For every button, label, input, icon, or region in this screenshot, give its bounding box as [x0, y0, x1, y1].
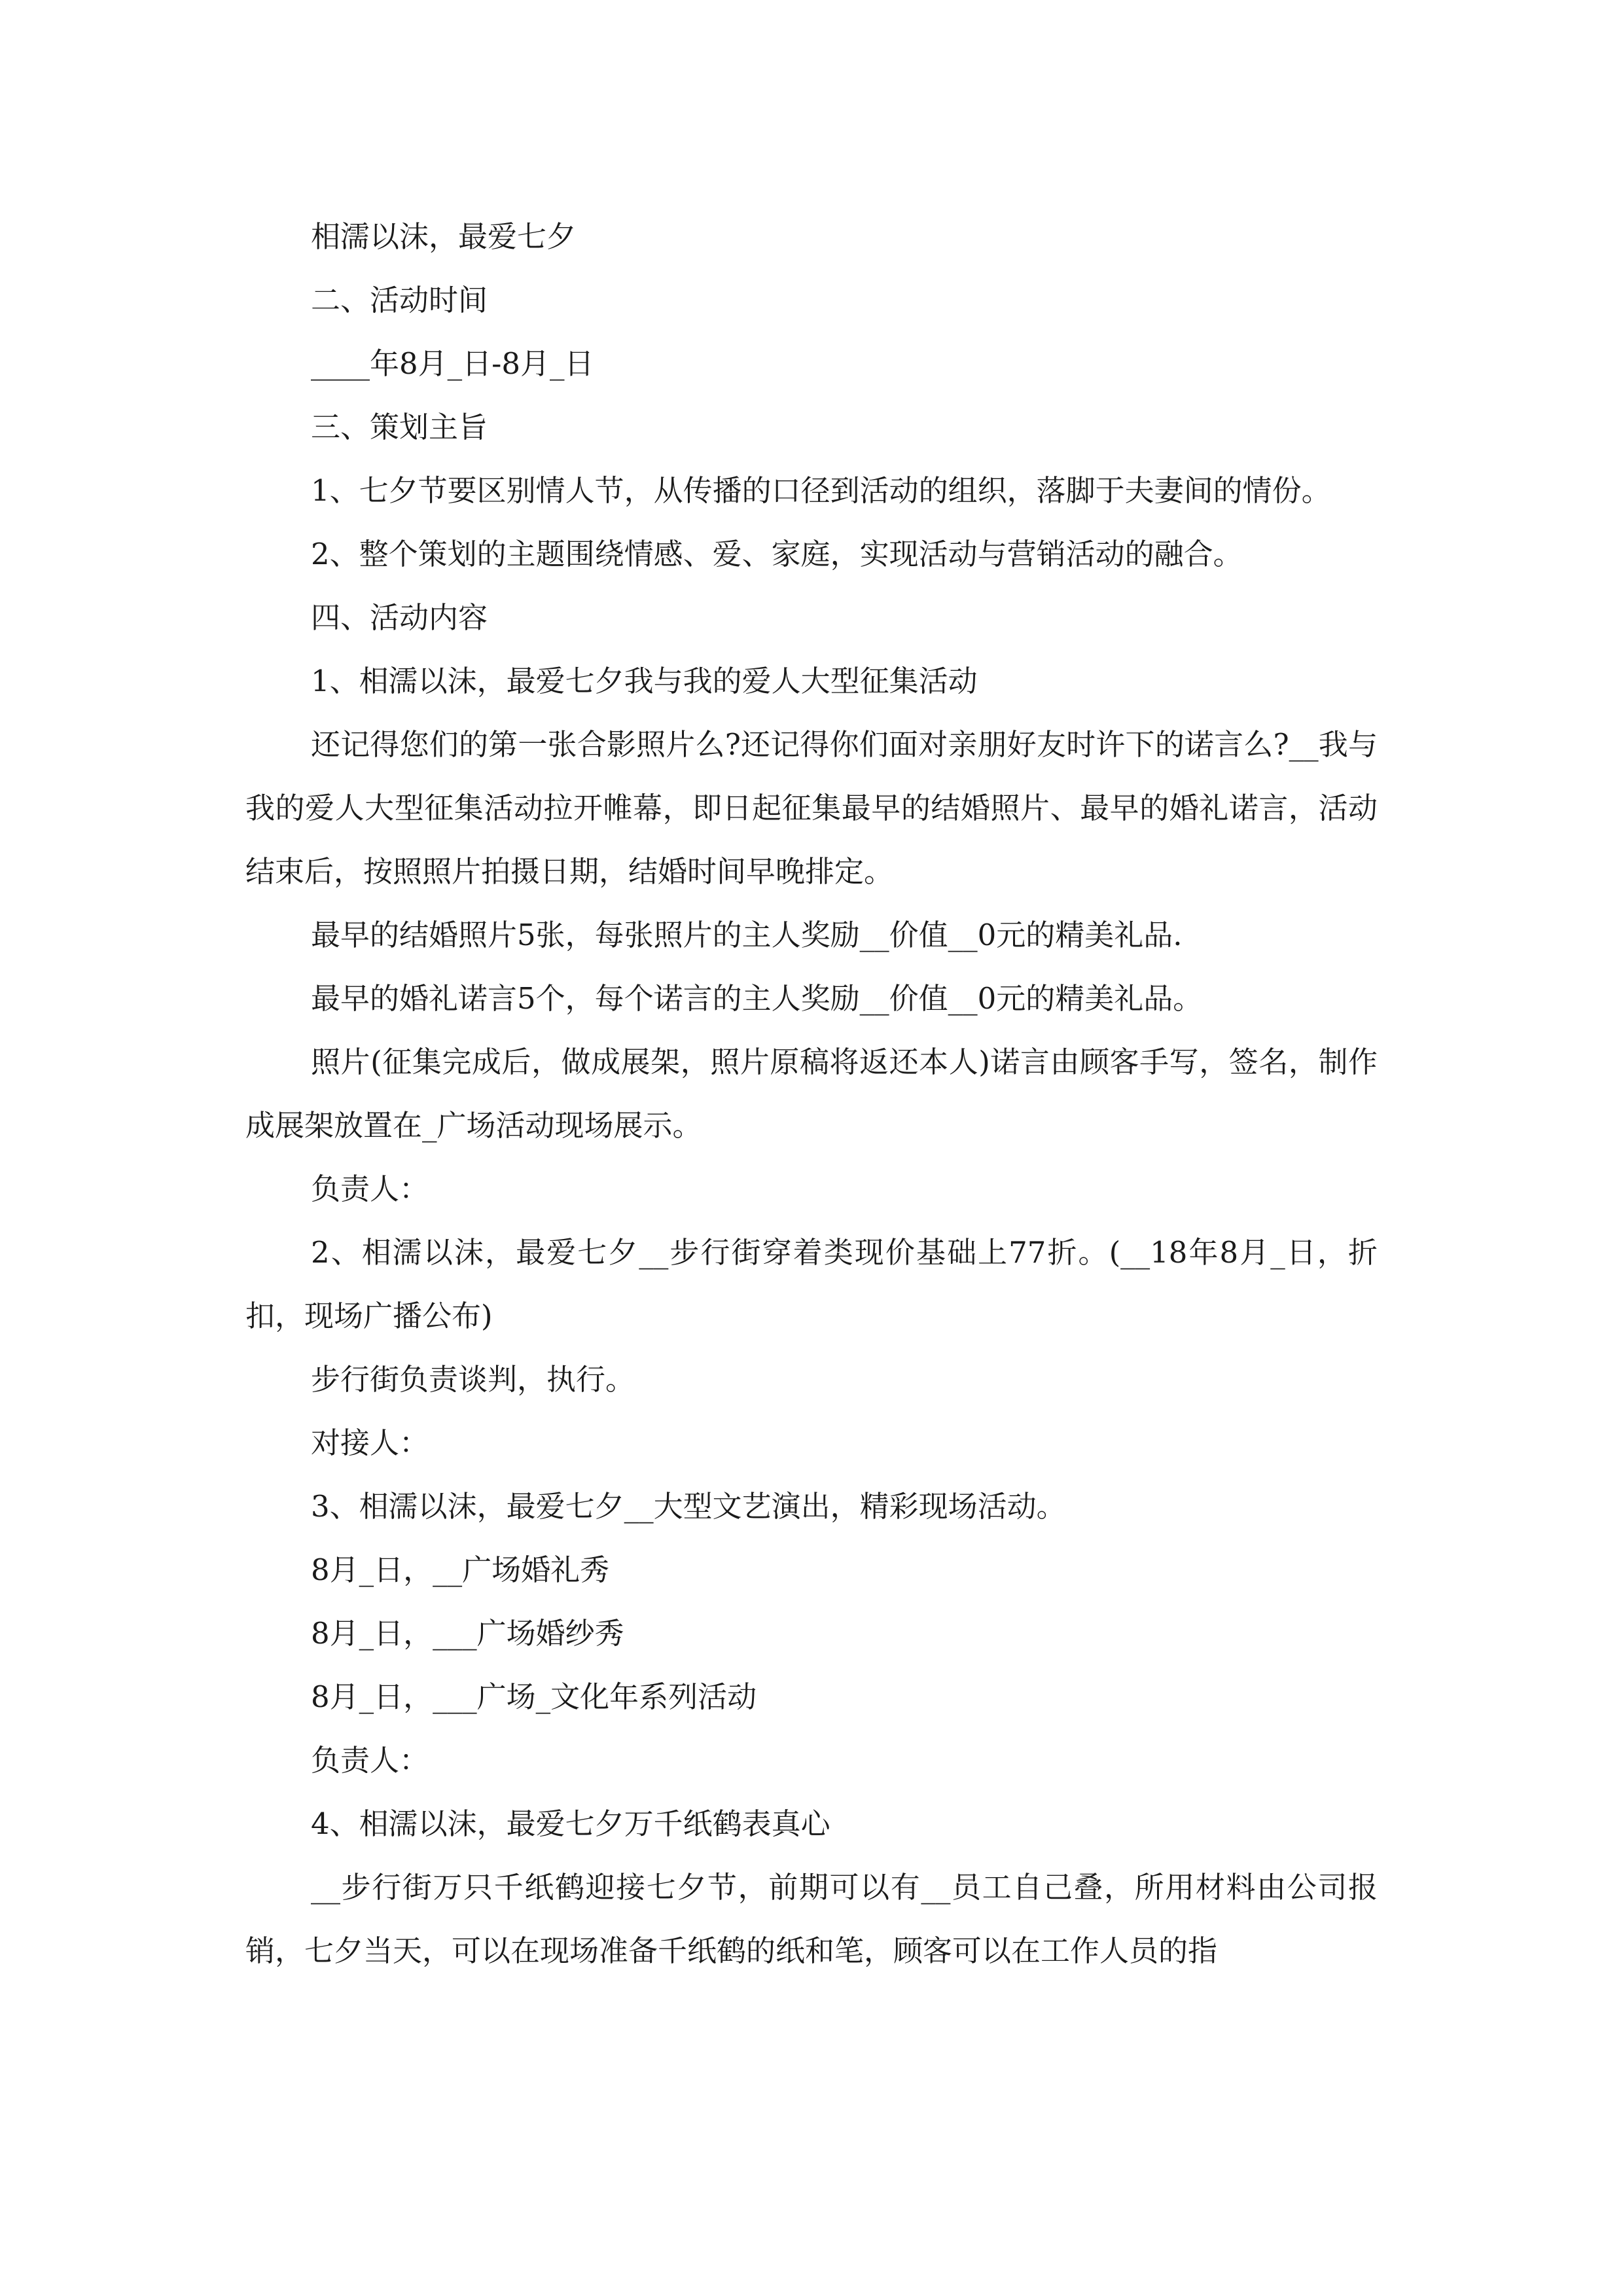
section-heading-activity-content: 四、活动内容: [311, 600, 488, 635]
activity-1-vow-reward: 最早的婚礼诺言5个，每个诺言的主人奖励__价值__0元的精美礼品。: [311, 981, 1203, 1016]
activity-2-execution: 步行街负责谈判，执行。: [311, 1362, 635, 1397]
activity-3-event-2: 8月_日，___广场婚纱秀: [311, 1616, 624, 1651]
activity-1-photo-reward: 最早的结婚照片5张，每张照片的主人奖励__价值__0元的精美礼品.: [311, 918, 1183, 952]
activity-3-title: 3、相濡以沫，最爱七夕__大型文艺演出，精彩现场活动。: [311, 1489, 1066, 1524]
section-heading-activity-time: 二、活动时间: [311, 283, 488, 317]
section-heading-planning-purpose: 三、策划主旨: [311, 410, 488, 444]
activity-3-event-1: 8月_日，__广场婚礼秀: [311, 1552, 610, 1587]
activity-1-owner: 负责人：: [311, 1172, 429, 1206]
activity-4-description: __步行街万只千纸鹤迎接七夕节，前期可以有__员工自己叠，所用材料由公司报销，七夕当天，可以在现场准备千纸鹤的纸和笔，顾客可以在工作人员的指: [245, 1870, 1378, 1968]
activity-date-range: ____年8月_日-8月_日: [311, 346, 594, 381]
activity-1-description: 还记得您们的第一张合影照片么?还记得你们面对亲朋好友时许下的诺言么?__我与我的爱人大型征集活动拉开帷幕，即日起征集最早的结婚照片、最早的婚礼诺言，活动结束后，按照照片拍摄日期，结婚时间早晚排定。: [245, 727, 1378, 889]
activity-3-owner: 负责人：: [311, 1743, 429, 1778]
activity-2-title: 2、相濡以沫，最爱七夕__步行街穿着类现价基础上77折。(__18年8月_日，折扣，现场广播公布): [245, 1235, 1378, 1333]
theme-line: 相濡以沫，最爱七夕: [311, 219, 577, 254]
activity-1-title: 1、相濡以沫，最爱七夕我与我的爱人大型征集活动: [311, 664, 978, 698]
activity-4-title: 4、相濡以沫，最爱七夕万千纸鹤表真心: [311, 1806, 830, 1841]
document-body: [245, 205, 1378, 1982]
purpose-item-1: 1、七夕节要区别情人节，从传播的口径到活动的组织，落脚于夫妻间的情份。: [311, 473, 1331, 508]
activity-2-contact: 对接人：: [311, 1426, 429, 1460]
purpose-item-2: 2、整个策划的主题围绕情感、爱、家庭，实现活动与营销活动的融合。: [311, 537, 1243, 571]
activity-1-display-note: 照片(征集完成后，做成展架，照片原稿将返还本人)诺言由顾客手写，签名，制作成展架放置在_广场活动现场展示。: [245, 1045, 1378, 1143]
activity-3-event-3: 8月_日，___广场_文化年系列活动: [311, 1679, 757, 1714]
